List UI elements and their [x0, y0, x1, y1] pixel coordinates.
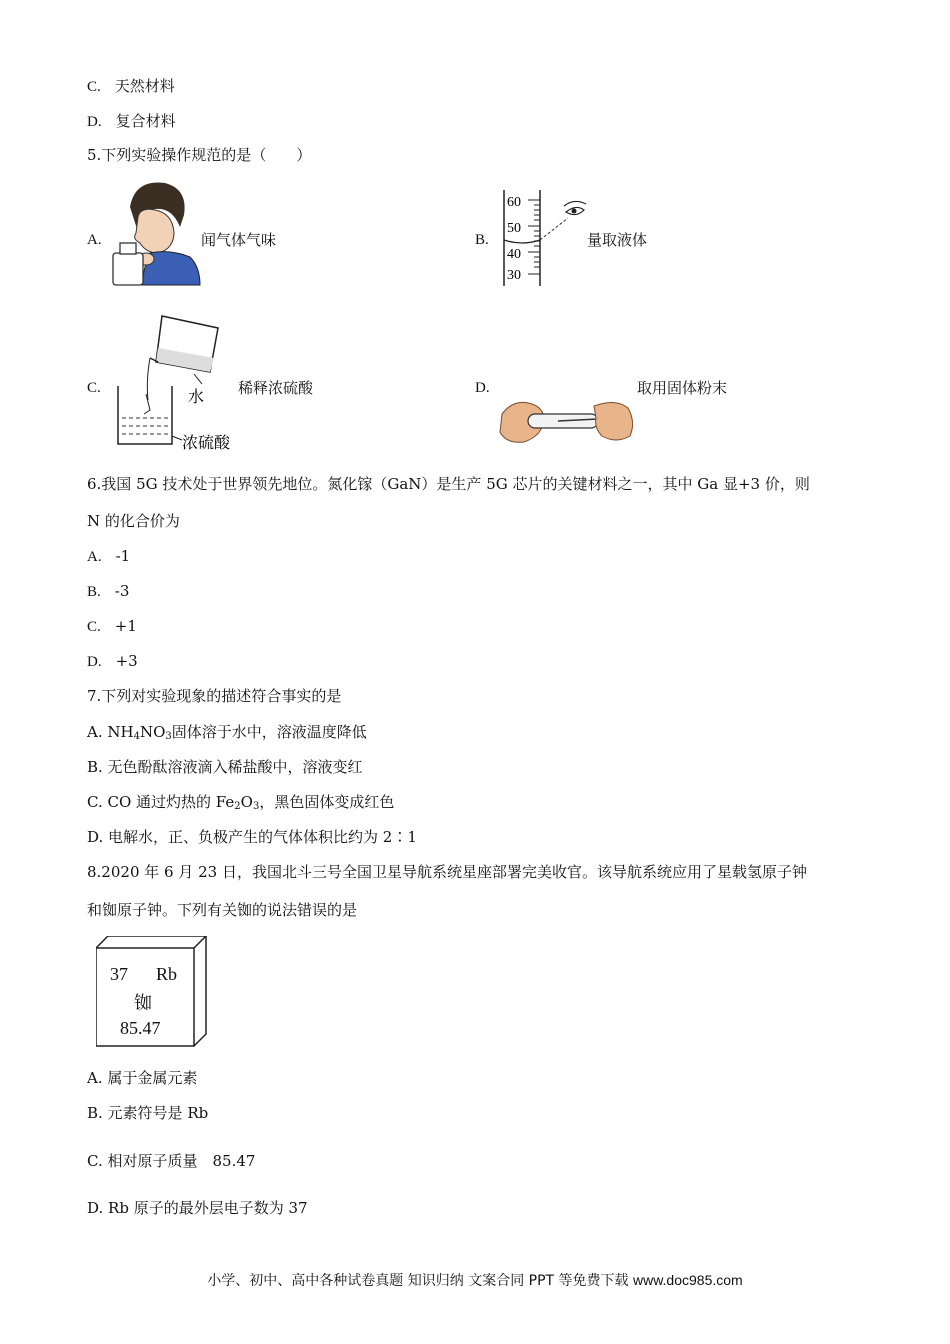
- q8-stem-line1: 8.2020 年 6 月 23 日，我国北斗三号全国卫星导航系统星座部署完美收官。该导航系统应用了星载氢原子钟: [87, 863, 807, 881]
- atomic-mass: 85.47: [120, 1018, 161, 1038]
- smelling-gas-figure: [110, 177, 202, 287]
- q8-option-a: A. 属于金属元素: [87, 1069, 198, 1087]
- q4-option-c: C. 天然材料: [87, 77, 175, 95]
- element-symbol: Rb: [156, 964, 178, 984]
- q5-option-a-caption: 闻气体气味: [201, 231, 277, 249]
- q8-option-b: B. 元素符号是 Rb: [87, 1104, 209, 1122]
- q5-option-c-caption: 稀释浓硫酸: [238, 379, 314, 397]
- tick-30: 30: [507, 268, 521, 283]
- q5-option-c-letter: C.: [87, 380, 101, 396]
- q6-stem-line1: 6.我国 5G 技术处于世界领先地位。氮化镓（GaN）是生产 5G 芯片的关键材料之一，其中 Ga 显+3 价，则: [87, 475, 810, 493]
- rubidium-element-card: [96, 936, 208, 1048]
- element-name: 铷: [134, 993, 152, 1014]
- dilution-beaker-figure: [110, 310, 245, 452]
- q7-option-c: C. CO 通过灼热的 $Fe_2O_3$，黑色固体变成红色: [87, 793, 395, 812]
- q5-option-b-caption: 量取液体: [587, 231, 648, 249]
- q5-option-d-letter: D.: [475, 380, 490, 396]
- q8-stem-line2: 和铷原子钟。下列有关铷的说法错误的是: [87, 901, 358, 919]
- q5-stem: 5.下列实验操作规范的是（ ）: [87, 146, 312, 164]
- atomic-number: 37: [110, 964, 128, 984]
- q7-option-d: D. 电解水，正、负极产生的气体体积比约为 2∶1: [87, 828, 417, 846]
- acid-label: 浓硫酸: [182, 433, 231, 452]
- q8-option-d: D. Rb 原子的最外层电子数为 37: [87, 1199, 308, 1217]
- tick-40: 40: [507, 247, 521, 262]
- page-footer: [0, 1270, 950, 1290]
- tick-60: 60: [507, 195, 521, 210]
- q6-stem-line2: N 的化合价为: [87, 512, 180, 530]
- q7-option-b: B. 无色酚酞溶液滴入稀盐酸中，溶液变红: [87, 758, 363, 776]
- q6-option-c: C. +1: [87, 617, 137, 635]
- footer-text: 小学、初中、高中各种试卷真题 知识归纳 文案合同 PPT 等免费下载: [207, 1273, 633, 1289]
- q7-stem: 7.下列对实验现象的描述符合事实的是: [87, 687, 342, 705]
- graduated-cylinder-figure: [498, 186, 590, 290]
- tick-50: 50: [507, 221, 521, 236]
- q5-option-b-letter: B.: [475, 232, 489, 248]
- q6-option-a: A. -1: [87, 547, 131, 565]
- footer-url[interactable]: www.doc985.com: [632, 1272, 743, 1288]
- water-label: 水: [188, 387, 205, 406]
- q5-option-d-caption: 取用固体粉末: [637, 379, 728, 397]
- q7-option-a: A. $NH_4NO_3$固体溶于水中，溶液温度降低: [87, 723, 367, 742]
- q8-option-c: C. 相对原子质量 85.47: [87, 1152, 256, 1170]
- q6-option-d: D. +3: [87, 652, 138, 670]
- q6-option-b: B. -3: [87, 582, 130, 600]
- q5-option-a-letter: A.: [87, 232, 102, 248]
- powder-test-tube-figure: [498, 392, 636, 448]
- q4-option-d: D. 复合材料: [87, 112, 176, 130]
